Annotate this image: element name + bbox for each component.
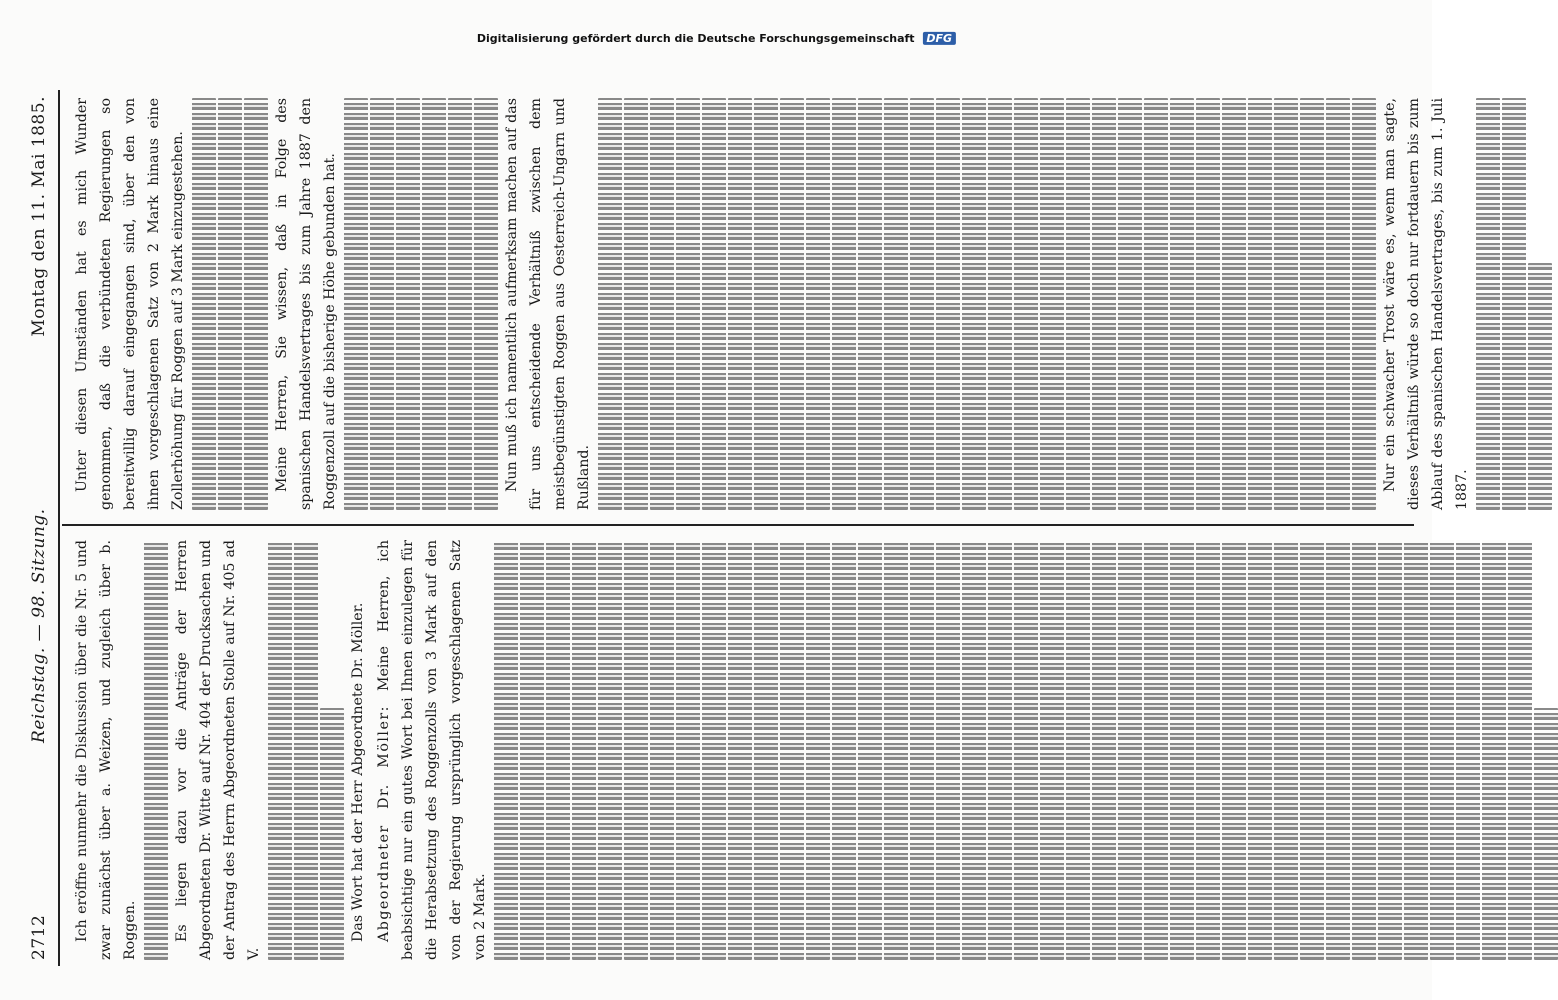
illegible-line: [702, 98, 726, 510]
illegible-line: [1326, 98, 1350, 510]
illegible-line: [1092, 540, 1116, 960]
illegible-line: [494, 540, 518, 960]
illegible-line: [728, 98, 752, 510]
illegible-line: [1014, 540, 1038, 960]
illegible-line: [1040, 540, 1064, 960]
illegible-line: [910, 98, 934, 510]
speaker-name: Abgeordneter Dr. Möller:: [376, 705, 392, 942]
illegible-line: [520, 540, 544, 960]
illegible-line: [192, 98, 216, 510]
illegible-line: [1222, 98, 1246, 510]
illegible-line: [1196, 98, 1220, 510]
paragraph: Das Wort hat der Herr Abgeordnete Dr. Möller.: [350, 602, 366, 942]
illegible-line: [676, 98, 700, 510]
left-column: [70, 540, 1412, 960]
illegible-line: [1502, 98, 1526, 510]
illegible-line: [572, 540, 596, 960]
illegible-line: [1144, 540, 1168, 960]
illegible-line: [1118, 540, 1142, 960]
right-column: [70, 98, 1470, 510]
illegible-line: [144, 540, 168, 960]
illegible-line: [624, 540, 648, 960]
illegible-line: [1352, 98, 1376, 510]
illegible-line: [1456, 540, 1480, 960]
illegible-line: [370, 98, 394, 510]
illegible-line: [962, 540, 986, 960]
illegible-line: [1352, 540, 1376, 960]
illegible-line: [1066, 98, 1090, 510]
illegible-line: [936, 540, 960, 960]
paragraph: Unter diesen Umständen hat es mich Wunder genommen, daß die verbündeten Regierungen so bereitwillig darauf eingegangen sind, über den von ihnen vorgeschlagenen Satz von 2 Mark hinaus eine Zollerhöhung für Roggen auf 3 Mark einzugestehen.: [74, 98, 186, 510]
paragraph: Es liegen dazu vor die Anträge der Herren Abgeordneten Dr. Witte auf Nr. 404 der Drucksachen und der Antrag des Herrn Abgeordneten Stolle auf Nr. 405 ad V.: [174, 540, 262, 960]
illegible-line: [676, 540, 700, 960]
illegible-line: [1170, 540, 1194, 960]
illegible-line: [1300, 98, 1324, 510]
illegible-line: [1508, 540, 1532, 960]
illegible-line: [910, 540, 934, 960]
illegible-line: [1300, 540, 1324, 960]
illegible-line: [1274, 98, 1298, 510]
illegible-line: [780, 98, 804, 510]
illegible-line: [858, 540, 882, 960]
illegible-line: [1482, 540, 1506, 960]
illegible-line: [1170, 98, 1194, 510]
illegible-line: [962, 98, 986, 510]
column-divider: [62, 524, 1414, 526]
illegible-line: [422, 98, 446, 510]
illegible-line: [294, 540, 318, 960]
illegible-line: [218, 98, 242, 510]
illegible-line: [624, 98, 648, 510]
illegible-line: [1326, 540, 1350, 960]
page-number: 2712: [29, 914, 49, 960]
digitization-note: [40, 18, 1392, 58]
illegible-line: [1014, 98, 1038, 510]
illegible-line: [396, 98, 420, 510]
illegible-line: [1476, 98, 1500, 510]
illegible-line: [1248, 98, 1272, 510]
illegible-line: [832, 540, 856, 960]
dfg-logo: DFG: [922, 31, 956, 44]
session-date: Montag den 11. Mai 1885.: [29, 96, 49, 337]
illegible-line: [650, 98, 674, 510]
illegible-line: [702, 540, 726, 960]
illegible-line: [832, 98, 856, 510]
illegible-line: [1404, 540, 1428, 960]
illegible-line: [598, 540, 622, 960]
illegible-line: [320, 708, 344, 960]
illegible-line: [884, 540, 908, 960]
paragraph: Nun muß ich namentlich aufmerksam machen auf das für uns entscheidende Verhältniß zwischen dem meistbegünstigten Roggen aus Oesterreich-Ungarn und Rußland.: [504, 98, 592, 510]
illegible-line: [1118, 98, 1142, 510]
illegible-line: [244, 98, 268, 510]
session-title: Reichstag. — 98. Sitzung.: [29, 508, 49, 743]
illegible-line: [268, 540, 292, 960]
illegible-line: [1066, 540, 1090, 960]
illegible-line: [650, 540, 674, 960]
illegible-line: [1144, 98, 1168, 510]
illegible-line: [780, 540, 804, 960]
illegible-line: [988, 98, 1012, 510]
illegible-line: [1222, 540, 1246, 960]
paragraph: Ich eröffne nunmehr die Diskussion über die Nr. 5 und zwar zunächst über a. Weizen, und zugleich über b. Roggen.: [74, 540, 138, 960]
illegible-line: [754, 98, 778, 510]
illegible-line: [806, 98, 830, 510]
illegible-line: [754, 540, 778, 960]
illegible-line: [1528, 263, 1552, 510]
illegible-line: [344, 98, 368, 510]
illegible-line: [598, 98, 622, 510]
illegible-line: [1274, 540, 1298, 960]
illegible-line: [728, 540, 752, 960]
illegible-line: [546, 540, 570, 960]
illegible-line: [474, 98, 498, 510]
illegible-line: [1534, 708, 1558, 960]
illegible-line: [858, 98, 882, 510]
illegible-line: [1430, 540, 1454, 960]
illegible-line: [1248, 540, 1272, 960]
header-rule: [58, 90, 60, 966]
illegible-line: [1040, 98, 1064, 510]
illegible-line: [884, 98, 908, 510]
illegible-line: [1092, 98, 1116, 510]
paragraph: Meine Herren, Sie wissen, daß in Folge des spanischen Handelsvertrages bis zum Jahre 1887 den Roggenzoll auf die bisherige Höhe gebunden hat.: [274, 98, 338, 510]
illegible-line: [936, 98, 960, 510]
illegible-line: [448, 98, 472, 510]
page-header: [22, 96, 56, 960]
illegible-line: [806, 540, 830, 960]
illegible-line: [1378, 540, 1402, 960]
illegible-line: [1196, 540, 1220, 960]
illegible-line: [988, 540, 1012, 960]
digitization-text: Digitalisierung gefördert durch die Deutsche Forschungsgemeinschaft: [476, 31, 915, 45]
paragraph: Nur ein schwacher Trost wäre es, wenn man sagte, dieses Verhältniß würde so doch nur fortdauern bis zum Ablauf des spanischen Handelsvertrages, bis zum 1. Juli 1887.: [1382, 98, 1470, 510]
paragraph: Abgeordneter Dr. Möller: Meine Herren, ich beabsichtige nur ein gutes Wort bei Ihnen einzulegen für die Herabsetzung des Roggenzolls von 3 Mark auf den von der Regierung ursprünglich vorgeschlagenen Satz von 2 Mark.: [376, 539, 488, 960]
